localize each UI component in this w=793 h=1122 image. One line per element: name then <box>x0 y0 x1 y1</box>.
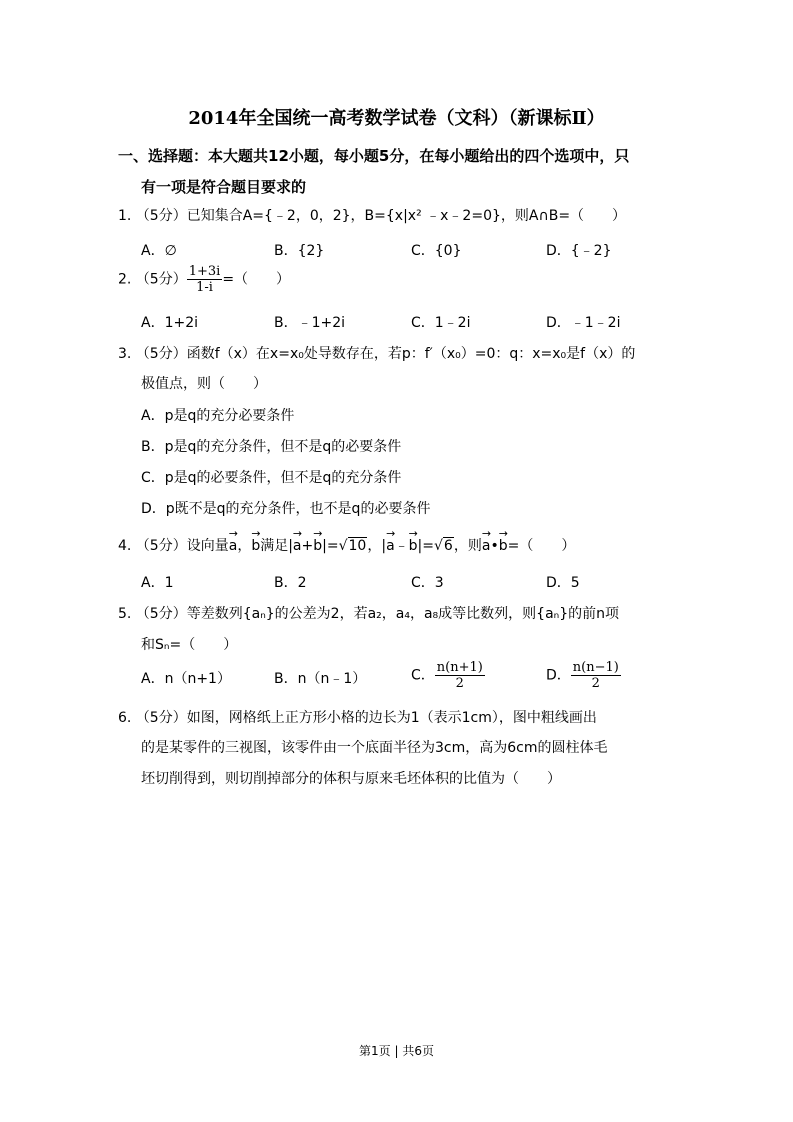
question-3-line1: 3. （5分）函数f（x）在x=x₀处导数存在，若p：f′（x₀）=0：q：x=x₀是f（x）的 <box>118 346 636 362</box>
question-4-text <box>118 535 575 555</box>
q1-option-a: A．∅ <box>141 243 177 259</box>
question-5-line1: 5. （5分）等差数列{aₙ}的公差为2，若a₂，a₄，a₈成等比数列，则{aₙ}的前n项 <box>118 606 620 622</box>
q4-mid4: |= <box>417 538 434 554</box>
page-title: 2014年全国统一高考数学试卷（文科）（新课标Ⅱ） <box>188 108 605 129</box>
section-heading-line1: 一、选择题：本大题共12小题，每小题5分，在每小题给出的四个选项中，只 <box>118 147 630 165</box>
q5-c-numerator: n(n+1) <box>436 660 483 675</box>
q4-option-a: A．1 <box>141 575 174 591</box>
q1-option-c: C．{0} <box>411 243 462 259</box>
q3-option-b: B．p是q的充分条件，但不是q的必要条件 <box>141 439 402 455</box>
q4-minus: ﹣ <box>394 538 409 554</box>
vector-b-dot: → b <box>499 536 508 554</box>
q4-mid3: ，| <box>367 538 387 554</box>
sqrt-10-radicand: 10 <box>348 538 367 554</box>
q4-mid5: ，则 <box>453 538 482 554</box>
q5-option-b: B．n（n﹣1） <box>274 671 367 687</box>
q1-option-d: D．{﹣2} <box>546 243 612 259</box>
q5-option-d-fraction <box>571 660 621 691</box>
q5-option-a: A．n（n+1） <box>141 671 231 687</box>
q1-option-b: B．{2} <box>274 243 325 259</box>
q4-plus: + <box>301 538 314 554</box>
q5-option-d-label: D． <box>546 667 571 684</box>
page-footer: 第1页 | 共6页 <box>359 1044 434 1058</box>
q5-option-c-label: C． <box>411 667 435 684</box>
q4-option-b: B．2 <box>274 575 307 591</box>
vector-a-dot: → a <box>482 536 491 554</box>
question-6-line1: 6. （5分）如图，网格纸上正方形小格的边长为1（表示1cm），图中粗线画出 <box>118 710 597 726</box>
vector-a-diff: → a <box>386 536 395 554</box>
vector-a: → a <box>229 536 238 554</box>
q4-suffix: =（ ） <box>507 538 576 554</box>
q3-option-a: A．p是q的充分必要条件 <box>141 408 295 424</box>
q4-mid2: |= <box>322 538 339 554</box>
q4-mid1: 满足| <box>260 538 293 554</box>
q4-comma: ， <box>237 538 252 554</box>
q2-option-c: C．1﹣2i <box>411 315 471 331</box>
question-6-line2: 的是某零件的三视图，该零件由一个底面半径为3cm，高为6cm的圆柱体毛 <box>141 740 608 756</box>
question-1-text: 1. （5分）已知集合A={﹣2，0，2}，B={x|x² ﹣x﹣2=0}，则A∩B=（ ） <box>118 208 627 224</box>
section-heading-line2: 有一项是符合题目要求的 <box>141 178 307 196</box>
q3-option-d: D．p既不是q的充分条件，也不是q的必要条件 <box>141 501 431 517</box>
q5-d-numerator: n(n−1) <box>572 660 619 675</box>
question-5-line2: 和Sₙ=（ ） <box>141 637 238 653</box>
sqrt-6: √6 <box>434 538 453 554</box>
sqrt-6-radicand: 6 <box>443 538 453 554</box>
q2-numerator: 1+3i <box>188 264 221 279</box>
q5-option-c-fraction <box>435 660 485 691</box>
vector-b: → b <box>251 536 260 554</box>
q4-option-d: D．5 <box>546 575 580 591</box>
q2-suffix: =（ ） <box>222 271 291 288</box>
q5-option-d <box>546 660 621 691</box>
q2-option-b: B．﹣1+2i <box>274 315 346 331</box>
q5-d-denominator: 2 <box>591 676 600 691</box>
q3-option-c: C．p是q的必要条件，但不是q的充分条件 <box>141 470 402 486</box>
q2-option-d: D．﹣1﹣2i <box>546 315 621 331</box>
vector-a-sum: → a <box>293 536 302 554</box>
q5-option-c <box>411 660 485 691</box>
q2-option-a: A．1+2i <box>141 315 199 331</box>
q5-c-denominator: 2 <box>455 676 464 691</box>
question-3-line2: 极值点，则（ ） <box>141 376 267 392</box>
q2-prefix: 2. （5分） <box>118 271 187 288</box>
q2-denominator: 1-i <box>196 280 213 295</box>
question-2-text <box>118 264 290 295</box>
vector-b-sum: → b <box>313 536 322 554</box>
q4-dot: • <box>490 538 499 554</box>
sqrt-10: √10 <box>338 538 367 554</box>
q4-prefix: 4. （5分）设向量 <box>118 538 229 554</box>
question-6-line3: 坯切削得到，则切削掉部分的体积与原来毛坯体积的比值为（ ） <box>141 771 561 787</box>
vector-b-diff: → b <box>409 536 418 554</box>
q4-option-c: C．3 <box>411 575 444 591</box>
q2-fraction <box>187 264 223 295</box>
